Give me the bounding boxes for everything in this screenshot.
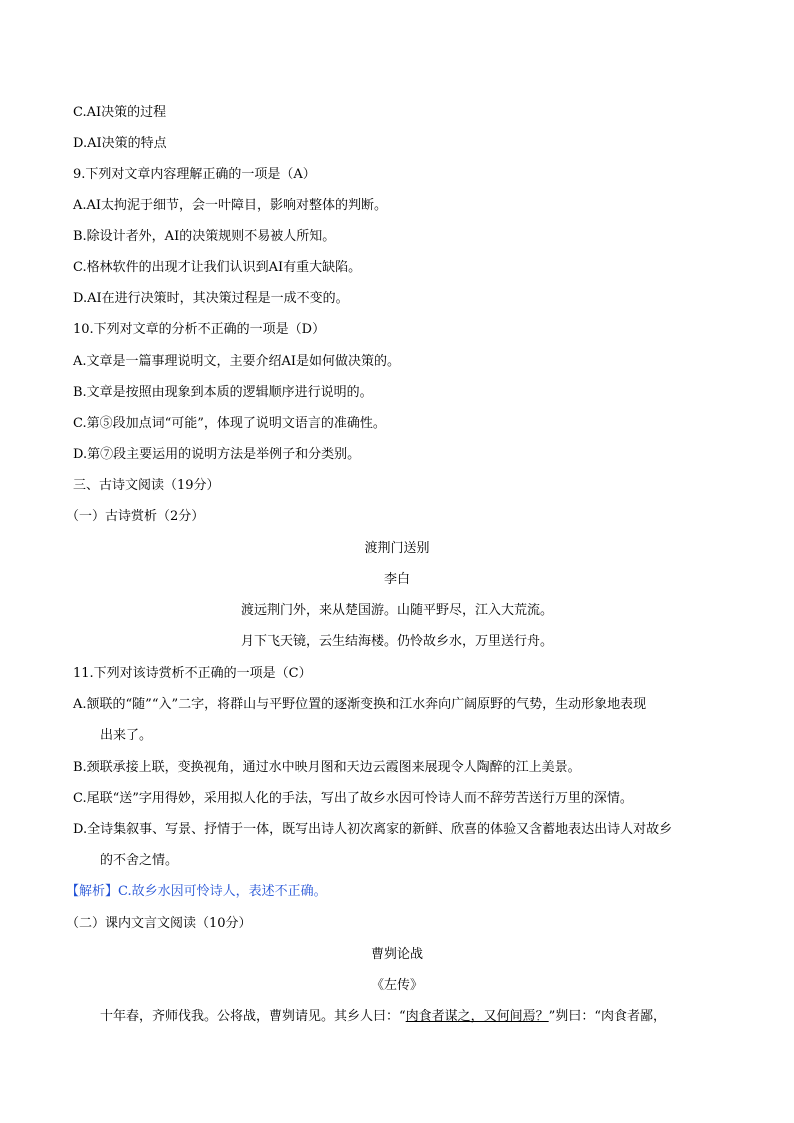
q10-stem: 10.下列对文章的分析不正确的一项是（D） (73, 322, 326, 337)
q8-option-d: D.AI决策的特点 (73, 136, 167, 151)
q11-stem: 11.下列对该诗赏析不正确的一项是（C） (73, 666, 312, 681)
section-3-sub1: （一）古诗赏析（2分） (66, 509, 205, 524)
q11-option-a-line2: 出来了。 (100, 728, 153, 743)
essay-p1-underlined: 肉食者谋之，又何间焉？ (405, 1009, 549, 1024)
q10-option-a: A.文章是一篇事理说明文，主要介绍AI是如何做决策的。 (73, 354, 401, 369)
q9-option-c: C.格林软件的出现才让我们认识到AI有重大缺陷。 (73, 260, 362, 275)
essay-paragraph-1 (100, 1009, 666, 1025)
poem-author: 李白 (383, 572, 410, 587)
essay-p1-text-b: ”刿曰：“肉食者鄙， (548, 1009, 666, 1024)
q11-analysis (66, 884, 327, 900)
section-3-title: 三、古诗文阅读（19分） (73, 478, 220, 493)
essay-title: 曹刿论战 (370, 947, 423, 962)
q10-option-b: B.文章是按照由现象到本质的逻辑顺序进行说明的。 (73, 385, 373, 400)
analysis-tag: 【解析】 (66, 884, 119, 899)
q9-option-d: D.AI在进行决策时，其决策过程是一成不变的。 (73, 291, 349, 306)
q10-option-c: C.第⑤段加点词“可能”，体现了说明文语言的准确性。 (73, 416, 386, 431)
poem-line-1: 渡远荆门外，来从楚国游。山随平野尽，江入大荒流。 (240, 603, 553, 618)
q8-option-c: C.AI决策的过程 (73, 105, 167, 120)
q11-option-b: B.颈联承接上联，变换视角，通过水中映月图和天边云霞图来展现令人陶醉的江上美景。 (73, 760, 581, 775)
q9-option-a: A.AI太拘泥于细节，会一叶障目，影响对整体的判断。 (73, 198, 388, 213)
q11-option-a-line1: A.颔联的“随”“入”二字，将群山与平野位置的逐渐变换和江水奔向广阔原野的气势，生动形象地表现 (73, 697, 647, 712)
poem-line-2: 月下飞天镜，云生结海楼。仍怜故乡水，万里送行舟。 (240, 634, 553, 649)
essay-source: 《左传》 (370, 978, 423, 993)
q11-option-d-line1: D.全诗集叙事、写景、抒情于一体，既写出诗人初次离家的新鲜、欣喜的体验又含蓄地表达出诗人对故乡 (73, 822, 673, 837)
q11-option-d-line2: 的不舍之情。 (100, 853, 179, 868)
q11-option-c: C.尾联“送”字用得妙，采用拟人化的手法，写出了故乡水因可怜诗人而不辞劳苦送行万里的深情。 (73, 791, 633, 806)
q9-stem: 9.下列对文章内容理解正确的一项是（A） (73, 167, 316, 182)
poem-title: 渡荆门送别 (364, 541, 430, 556)
analysis-text: C.故乡水因可怜诗人，表述不正确。 (118, 884, 327, 899)
q9-option-b: B.除设计者外，AI的决策规则不易被人所知。 (73, 229, 336, 244)
q10-option-d: D.第⑦段主要运用的说明方法是举例子和分类别。 (73, 447, 361, 462)
section-3-sub2: （二）课内文言文阅读（10分） (66, 916, 252, 931)
essay-p1-text-a: 十年春，齐师伐我。公将战，曹刿请见。其乡人曰：“ (100, 1009, 406, 1024)
